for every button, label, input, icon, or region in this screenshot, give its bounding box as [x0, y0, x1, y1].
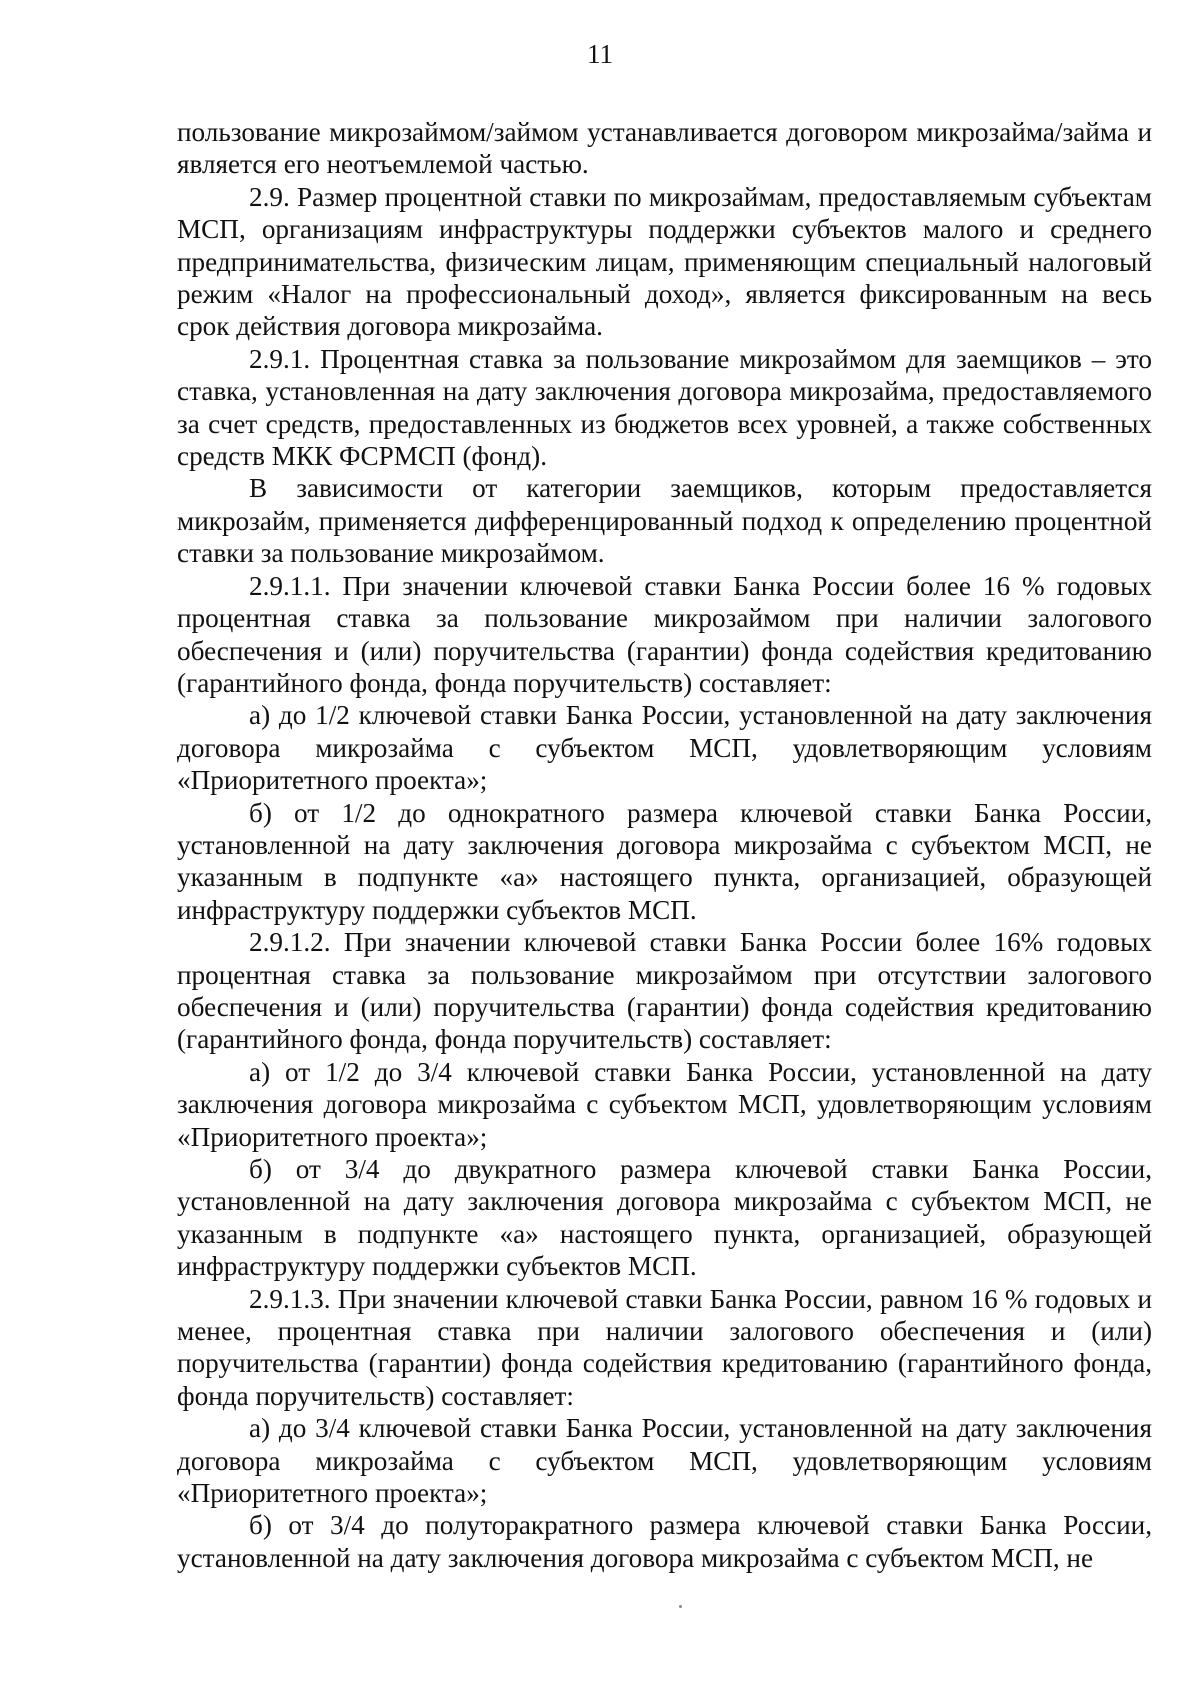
paragraph-2-9-1-3-a: а) до 3/4 ключевой ставки Банка России, установленной на дату заключения договора микрозайма с субъектом МСП, удовлетворяющим условиям «Приоритетного проекта»; [177, 1413, 1152, 1509]
paragraph-2-9-1: 2.9.1. Процентная ставка за пользование микрозаймом для заемщиков – это ставка, установленная на дату заключения договора микрозайма, предоставляемого за счет средств, предоставленных из бюджетов всех уровней, а также собственных средств МКК ФСРМСП (фонд). [177, 343, 1152, 472]
paragraph-2-9-1-3-b: б) от 3/4 до полуторакратного размера ключевой ставки Банка России, установленной на дату заключения договора микрозайма с субъектом МСП, не [177, 1510, 1152, 1573]
paragraph-2-9-1-1-b: б) от 1/2 до однократного размера ключевой ставки Банка России, установленной на дату заключения договора микрозайма с субъектом МСП, не указанным в подпункте «а» настоящего пункта, организацией, образующей инфраструктуру поддержки субъектов МСП. [177, 797, 1152, 925]
paragraph-2-9-1-1: 2.9.1.1. При значении ключевой ставки Банка России более 16 % годовых процентная ставка за пользование микрозаймом при наличии залогового обеспечения и (или) поручительства (гарантии) фонда содействия кредитованию (гарантийного фонда, фонда поручительств) составляет: [177, 570, 1152, 698]
paragraph-2-9-1-2-a: а) от 1/2 до 3/4 ключевой ставки Банка России, установленной на дату заключения договора микрозайма с субъектом МСП, удовлетворяющим условиям «Приоритетного проекта»; [177, 1056, 1152, 1152]
paragraph-2-9: 2.9. Размер процентной ставки по микрозаймам, предоставляемым субъектам МСП, организациям инфраструктуры поддержки субъектов малого и среднего предпринимательства, физическим лицам, применяющим специальный налоговый режим «Налог на профессиональный доход», является фиксированным на весь срок действия договора микрозайма. [177, 181, 1152, 342]
paragraph-2-9-1-1-a: а) до 1/2 ключевой ставки Банка России, установленной на дату заключения договора микрозайма с субъектом МСП, удовлетворяющим условиям «Приоритетного проекта»; [177, 700, 1152, 796]
page-number: 11 [587, 39, 613, 69]
paragraph-2-9-1-3: 2.9.1.3. При значении ключевой ставки Банка России, равном 16 % годовых и менее, процентная ставка при наличии залогового обеспечения и (или) поручительства (гарантии) фонда содействия кредитованию (гарантийного фонда, фонда поручительств) составляет: [177, 1283, 1152, 1411]
document-body [177, 116, 1152, 1574]
paragraph-2-9-1-2-b: б) от 3/4 до двукратного размера ключевой ставки Банка России, установленной на дату заключения договора микрозайма с субъектом МСП, не указанным в подпункте «а» настоящего пункта, организацией, образующей инфраструктуру поддержки субъектов МСП. [177, 1154, 1152, 1282]
paragraph-borrower-categories: В зависимости от категории заемщиков, которым предоставляется микрозайм, применяется дифференцированный подход к определению процентной ставки за пользование микрозаймом. [177, 473, 1152, 569]
scan-speck [679, 1605, 682, 1608]
paragraph-continuation: пользование микрозаймом/займом устанавливается договором микрозайма/займа и является его неотъемлемой частью. [177, 117, 1152, 180]
paragraph-2-9-1-2: 2.9.1.2. При значении ключевой ставки Банка России более 16% годовых процентная ставка за пользование микрозаймом при отсутствии залогового обеспечения и (или) поручительства (гарантии) фонда содействия кредитованию (гарантийного фонда, фонда поручительств) составляет: [177, 927, 1152, 1055]
